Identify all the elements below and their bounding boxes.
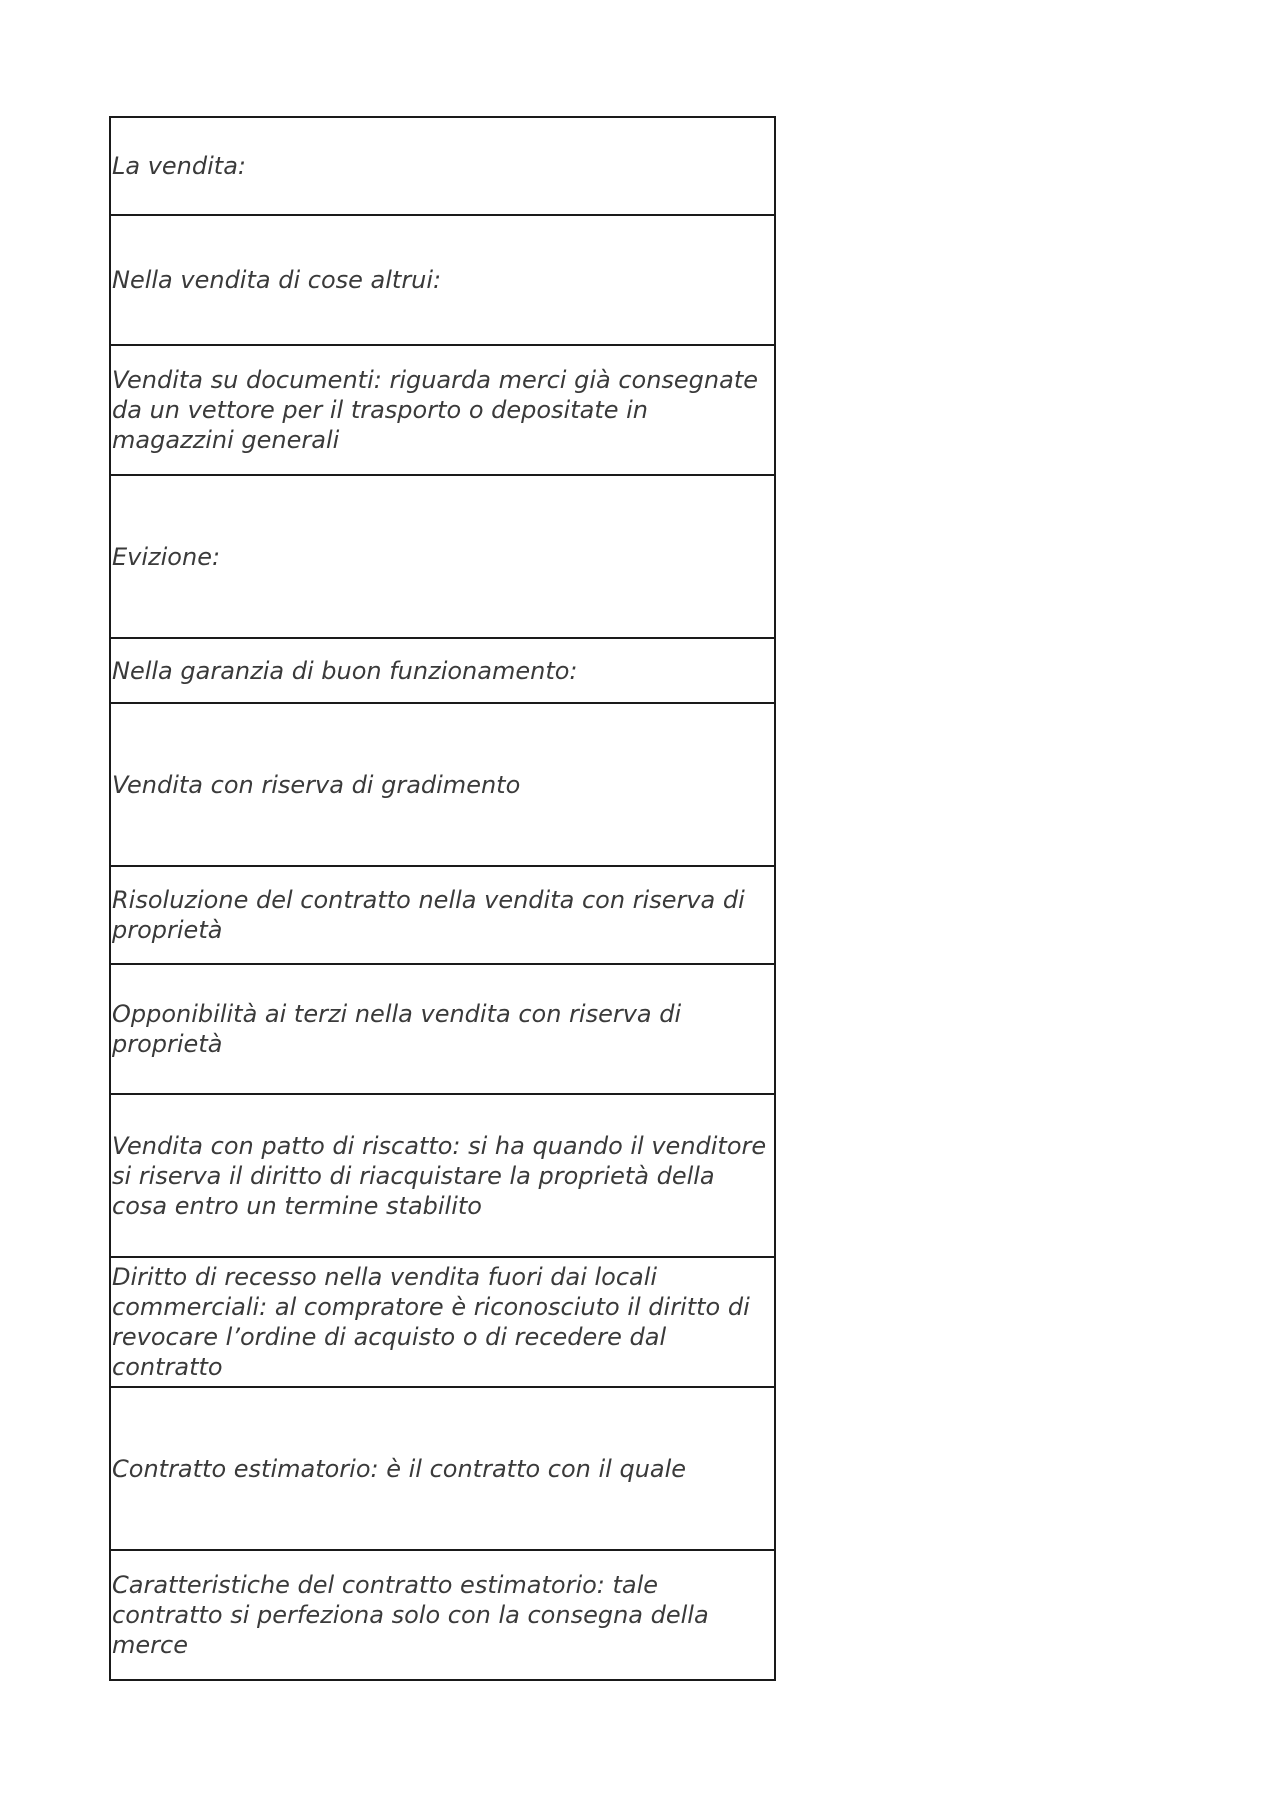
table-cell: Opponibilità ai terzi nella vendita con riserva di proprietà — [110, 964, 775, 1094]
table-row — [110, 703, 775, 866]
table-cell: Contratto estimatorio: è il contratto con il quale — [110, 1387, 775, 1550]
table-cell: La vendita: — [110, 117, 775, 215]
table-cell: Vendita con patto di riscatto: si ha quando il venditore si riserva il diritto di riacquistare la proprietà della cosa entro un termine stabilito — [110, 1094, 775, 1257]
table-cell: Evizione: — [110, 475, 775, 638]
table-row — [110, 117, 775, 215]
table-cell: Vendita su documenti: riguarda merci già consegnate da un vettore per il trasporto o depositate in magazzini generali — [110, 345, 775, 475]
table-row — [110, 638, 775, 703]
table-cell: Diritto di recesso nella vendita fuori dai locali commerciali: al compratore è riconosciuto il diritto di revocare l’ordine di acquisto o di recedere dal contratto — [110, 1257, 775, 1387]
table-cell: Vendita con riserva di gradimento — [110, 703, 775, 866]
content-table — [109, 116, 776, 1681]
table-cell: Nella vendita di cose altrui: — [110, 215, 775, 345]
table-cell: Nella garanzia di buon funzionamento: — [110, 638, 775, 703]
table-row — [110, 1094, 775, 1257]
table-row — [110, 1257, 775, 1387]
table-row — [110, 215, 775, 345]
table-cell: Risoluzione del contratto nella vendita con riserva di proprietà — [110, 866, 775, 964]
table-row — [110, 345, 775, 475]
table-cell: Caratteristiche del contratto estimatorio: tale contratto si perfeziona solo con la consegna della merce — [110, 1550, 775, 1680]
table-row — [110, 964, 775, 1094]
table-row — [110, 1387, 775, 1550]
table-row — [110, 475, 775, 638]
table-row — [110, 866, 775, 964]
table-row — [110, 1550, 775, 1680]
